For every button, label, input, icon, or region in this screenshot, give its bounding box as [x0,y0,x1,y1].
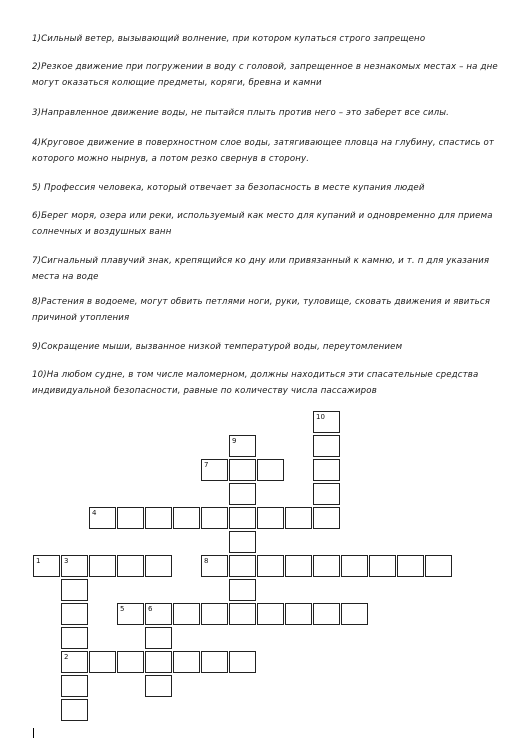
crossword-cell[interactable] [61,699,88,721]
crossword-cell[interactable] [257,507,284,529]
crossword-cell[interactable] [369,555,396,577]
crossword-cell[interactable] [257,603,284,625]
clue-8: 8)Растения в водоеме, могут обвить петлями ноги, руки, туловище, сковать движения и явиться причиной утопления [32,297,491,323]
clue-number-label: 8 [204,557,209,565]
crossword-cell[interactable] [145,555,172,577]
crossword-cell[interactable] [229,603,256,625]
clue-10: 10)На любом судне, в том числе маломерном, должны находиться эти спасательные средства индивидуальной безопасности, равные по количеству числа пассажиров [32,370,479,396]
clue-7: 7)Сигнальный плавучий знак, крепящийся ко дну или привязанный к камню, и т. п для указания места на воде [32,256,490,282]
crossword-cell[interactable] [285,507,312,529]
crossword-cell[interactable] [313,555,340,577]
clue-number-label: 10 [316,413,325,421]
crossword-cell[interactable] [313,483,340,505]
crossword-cell[interactable] [229,507,256,529]
crossword-cell[interactable] [61,675,88,697]
crossword-cell[interactable] [89,651,116,673]
crossword-cell[interactable] [313,459,340,481]
crossword-cell[interactable] [173,507,200,529]
crossword-cell[interactable] [229,651,256,673]
crossword-cell[interactable] [285,603,312,625]
clue-4: 4)Круговое движение в поверхностном слое воды, затягивающее пловца на глубину, спастись от которого можно нырнув, а потом резко свернув в сторону. [32,138,495,164]
crossword-cell[interactable] [61,627,88,649]
crossword-cell[interactable] [397,555,424,577]
clue-2: 2)Резкое движение при погружении в воду с головой, запрещенное в незнакомых местах – на дне могут оказаться колющие предметы, коряги, бревна и камни [32,62,498,88]
crossword-cell[interactable] [145,651,172,673]
crossword-cell[interactable] [117,651,144,673]
crossword-cell[interactable] [201,603,228,625]
crossword-cell[interactable] [313,435,340,457]
crossword-cell[interactable] [229,531,256,553]
crossword-cell[interactable] [117,507,144,529]
clue-6: 6)Берег моря, озера или реки, используемый как место для купаний и одновременно для приема солнечных и воздушных ванн [32,211,493,237]
crossword-cell[interactable] [61,603,88,625]
crossword-cell[interactable] [201,651,228,673]
crossword-cell[interactable] [285,555,312,577]
crossword-cell[interactable] [145,507,172,529]
crossword-cell[interactable] [257,555,284,577]
clue-number-label: 5 [120,605,125,613]
clue-5: 5) Профессия человека, который отвечает за безопасность в месте купания людей [32,183,425,193]
crossword-cell[interactable] [257,459,284,481]
clue-1: 1)Сильный ветер, вызывающий волнение, при котором купаться строго запрещено [32,34,426,44]
crossword-cell[interactable] [89,555,116,577]
clue-3: 3)Направленное движение воды, не пытайся плыть против него – это заберет все силы. [32,108,450,118]
clue-number-label: 4 [92,509,97,517]
crossword-cell[interactable] [229,459,256,481]
crossword-cell[interactable] [173,651,200,673]
crossword-cell[interactable] [313,603,340,625]
crossword-cell[interactable] [229,579,256,601]
crossword-cell[interactable] [145,627,172,649]
crossword-cell[interactable] [201,507,228,529]
clue-number-label: 6 [148,605,153,613]
crossword-cell[interactable] [313,507,340,529]
crossword-cell[interactable] [229,483,256,505]
crossword-cell[interactable] [117,555,144,577]
crossword-cell[interactable] [61,579,88,601]
clue-number-label: 7 [204,461,209,469]
crossword-cell[interactable] [173,603,200,625]
crossword-cell[interactable] [229,555,256,577]
crossword-cell[interactable] [145,675,172,697]
clue-number-label: 9 [232,437,237,445]
clue-9: 9)Сокращение мыши, вызванное низкой температурой воды, переутомлением [32,342,403,352]
clue-number-label: 3 [64,557,69,565]
text-cursor [33,728,34,738]
clue-number-label: 1 [36,557,41,565]
crossword-cell[interactable] [341,555,368,577]
clue-number-label: 2 [64,653,69,661]
crossword-cell[interactable] [341,603,368,625]
crossword-cell[interactable] [425,555,452,577]
